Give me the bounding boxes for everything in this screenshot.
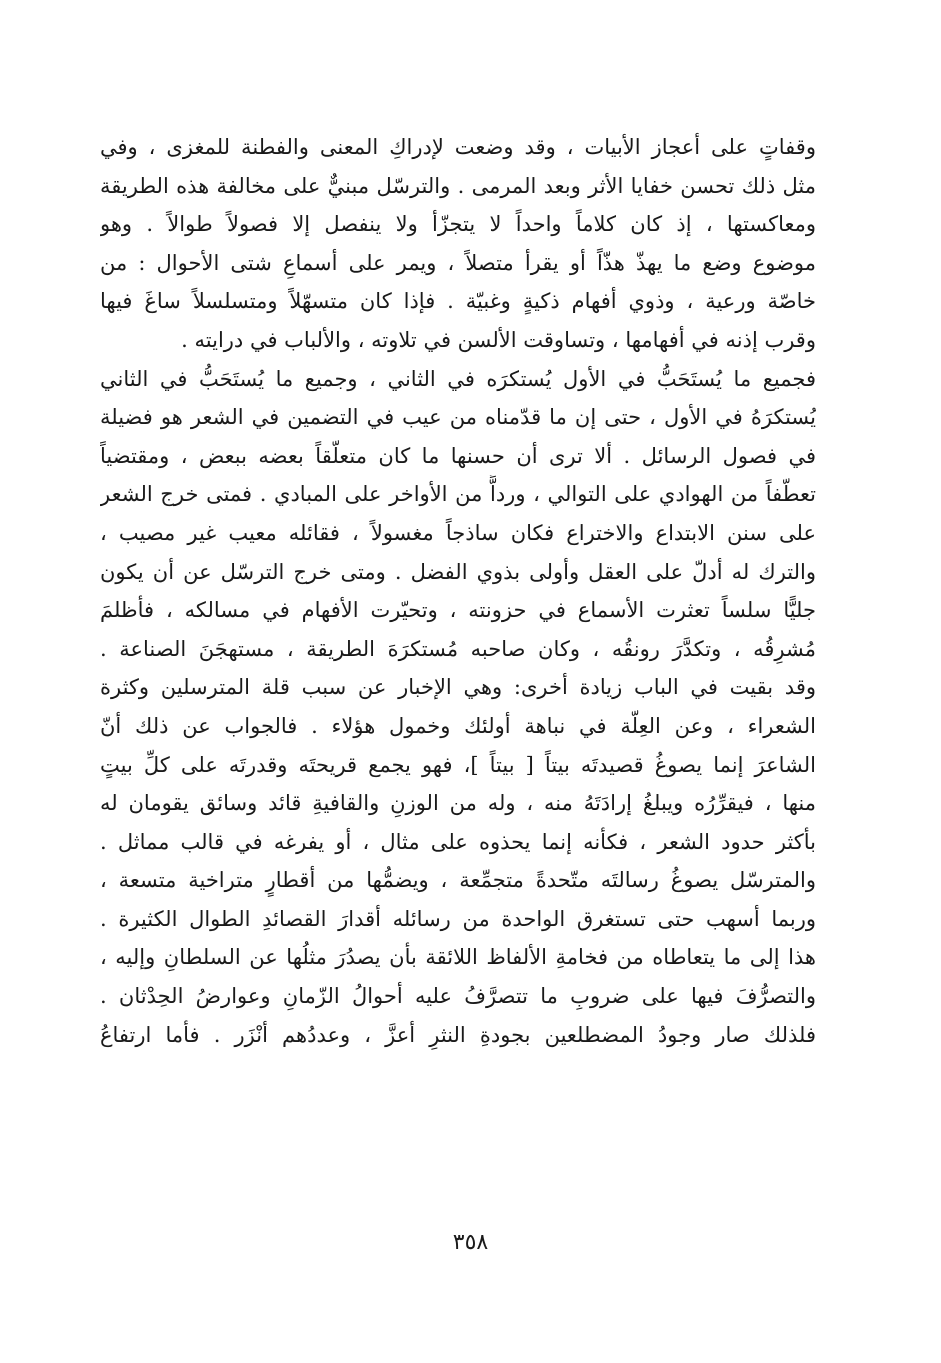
page-number: ٣٥٨ xyxy=(452,1230,489,1255)
text-line: ومعاكستها ، إذ كان كلاماً واحداً لا يتجزّأ ولا ينفصل إلا فصولاً طوالاً . وهو xyxy=(100,212,816,237)
text-line: في فصول الرسائل . ألا ترى أن حسنها ما كان متعلّقاً بعضه ببعض ، ومقتضياً xyxy=(100,443,816,468)
text-line: وقرب إذنه في أفهامها ، وتساوقت الألسن في تلاوته ، والألباب في درايته . xyxy=(181,327,816,352)
text-line: الشعراء ، وعن العِلّة في نباهة أولئك وخمول هؤلاء . فالجواب عن ذلك أنّ xyxy=(100,713,816,738)
text-line: على سنن الابتداع والاختراع فكان ساذجاً مغسولاً ، فقائله معيب غير مصيب ، xyxy=(100,520,816,545)
text-line: وربما أسهب حتى تستغرق الواحدة من رسائله أقدارَ القصائدِ الطوال الكثيرة . xyxy=(100,906,816,931)
text-line: بأكثر حدود الشعر ، فكأنه إنما يحذوه على مثال ، أو يفرغه في قالب مماثل . xyxy=(100,829,816,854)
text-line: موضوع وضع ما يهذّ هذّاً أو يقرأ متصلاً ، ويمر على أسماعِ شتى الأحوال : من xyxy=(100,250,816,275)
text-line: الشاعرَ إنما يصوغُ قصيدتَه بيتاً [ بيتاً ]، فهو يجمع قريحتَه وقدرتَه على كلِّ بيتٍ xyxy=(100,752,816,777)
text-line: جليًّا سلساً تعثرت الأسماع في حزونته ، وتحيّرت الأفهام في مسالكه ، فأظلمَ xyxy=(100,598,816,623)
text-line: تعطّفاً من الهوادي على التوالي ، ورداًّ من الأواخر على المبادي . فمتى خرج الشعر xyxy=(100,482,816,507)
text-line: مُشرِقُه ، وتكدَّرَ رونقُه ، وكان صاحبه مُستكرَهَ الطريقة ، مستهجَنَ الصناعة . xyxy=(100,636,816,661)
text-line: والتصرُّفَ فيها على ضروبِ ما تتصرَّفُ عليه أحوالُ الزّمانِ وعوارضُ الحِدْثان . xyxy=(100,984,816,1009)
text-line: مثل ذلك تحسن خفايا الأثر وبعد المرمى . والترسّل مبنيٌّ على مخالفة هذه الطريقة xyxy=(100,173,816,198)
text-line: فجميع ما يُستَحَبُّ في الأول يُستكرَه في الثاني ، وجميع ما يُستَحَبُّ في الثاني xyxy=(100,366,816,391)
text-line: فلذلك صار وجودُ المضطلعين بجودةِ النثرِ أعزَّ ، وعددُهم أنْزَر . فأما ارتفاعُ xyxy=(100,1022,816,1047)
text-line: وقفاتٍ على أعجاز الأبيات ، وقد وضعت لإدراكِ المعنى والفطنة للمغزى ، وفي xyxy=(100,135,816,159)
text-line: هذا إلى ما يتعاطاه من فخامةِ الألفاظ اللائقة بأن يصدُرَ مثلُها عن السلطانِ وإليه ، xyxy=(100,945,816,970)
text-line: منها ، فيقرِّرُه ويبلغُ إرادَتَهُ منه ، وله من الوزنِ والقافيةِ قائد وسائق يقومان له xyxy=(100,791,816,816)
text-line: وقد بقيت في الباب زيادة أخرى: وهي الإخبار عن سبب قلة المترسلين وكثرة xyxy=(100,675,816,700)
text-line: والترك له أدلّ على العقل وأولى بذوي الفضل . ومتى خرج الترسّل عن أن يكون xyxy=(100,559,816,584)
text-line: خاصّة ورعية ، وذوي أفهام ذكيةٍ وغبيّة . فإذا كان متسهّلاً ومتسلسلاً ساغَ فيها xyxy=(100,289,816,314)
text-line: يُستكرَهُ في الأول ، حتى إن ما قدّمناه من عيب في التضمين في الشعر هو فضيلة xyxy=(100,405,816,430)
text-line: والمترسّل يصوغُ رسالتَه متّحدةً متجمِّعة ، ويضمُّها من أقطارٍ متراخية متسعة ، xyxy=(100,868,816,893)
body-text xyxy=(100,128,816,1054)
